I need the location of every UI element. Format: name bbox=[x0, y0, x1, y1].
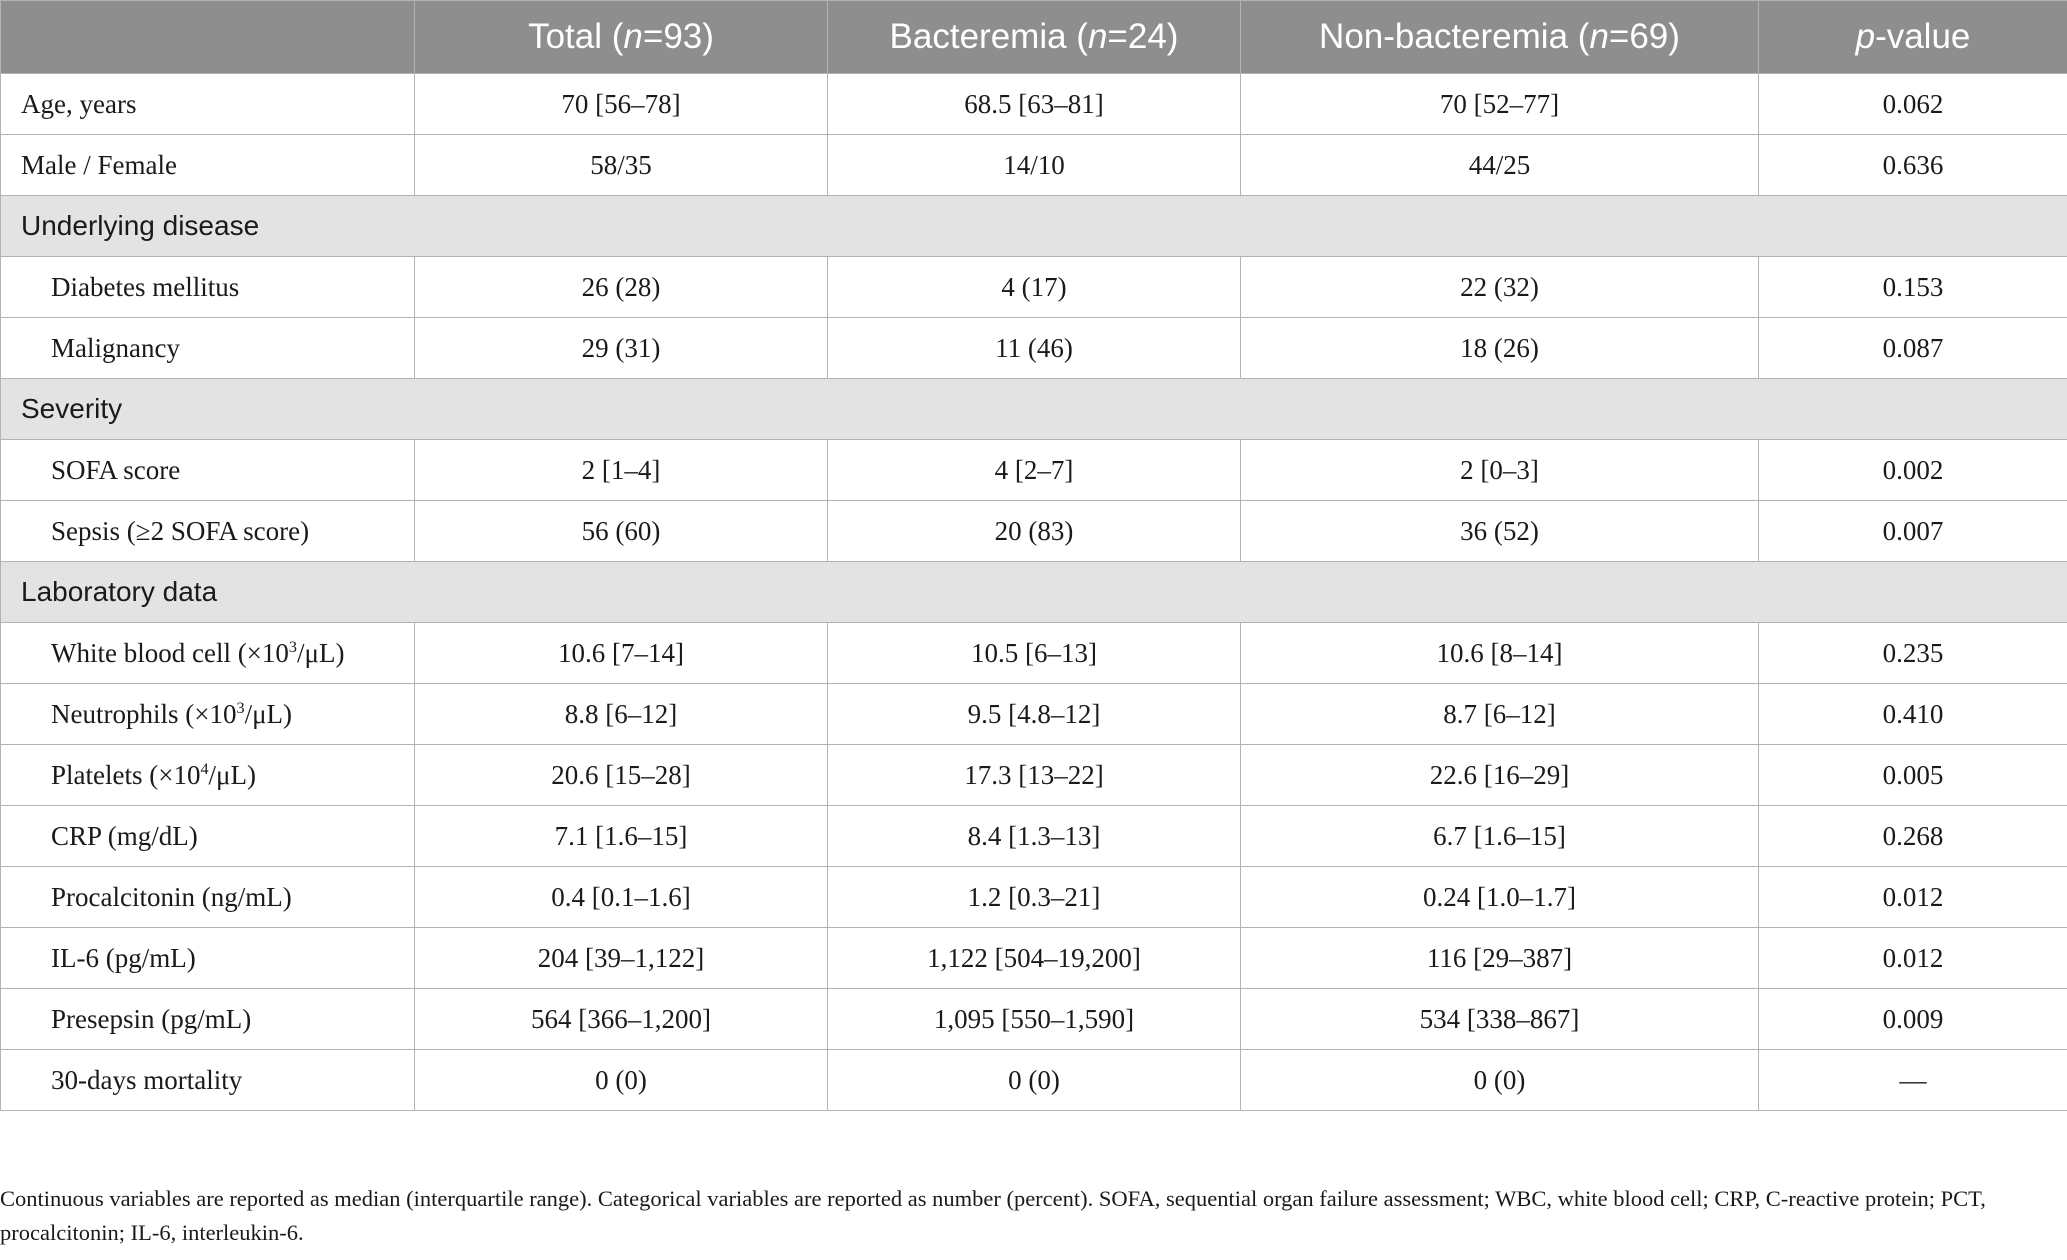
cell-p-value: 0.153 bbox=[1759, 257, 2067, 318]
row-label: SOFA score bbox=[1, 440, 415, 501]
cell-non-bacteremia: 534 [338–867] bbox=[1241, 989, 1759, 1050]
header-bacteremia-n: n bbox=[1087, 17, 1108, 56]
cell-total: 70 [56–78] bbox=[415, 74, 828, 135]
header-p: p bbox=[1855, 17, 1876, 56]
table-row bbox=[1, 867, 2067, 928]
row-label: CRP (mg/dL) bbox=[1, 806, 415, 867]
cell-non-bacteremia: 70 [52–77] bbox=[1241, 74, 1759, 135]
cell-bacteremia: 8.4 [1.3–13] bbox=[828, 806, 1241, 867]
cell-bacteremia: 1,095 [550–1,590] bbox=[828, 989, 1241, 1050]
table-row bbox=[1, 1050, 2067, 1111]
cell-p-value: 0.235 bbox=[1759, 623, 2067, 684]
cell-p-value: 0.012 bbox=[1759, 928, 2067, 989]
cell-bacteremia: 1,122 [504–19,200] bbox=[828, 928, 1241, 989]
label-text: White blood cell (×10 bbox=[51, 637, 289, 668]
header-non-bacteremia bbox=[1241, 1, 1759, 74]
row-label: Presepsin (pg/mL) bbox=[1, 989, 415, 1050]
table-footnote: Continuous variables are reported as median (interquartile range). Categorical variables are reported as number (percent). SOFA, sequential organ failure assessment; WBC, white blood cell; CRP, C-reactive protein; PCT, procalcitonin; IL-6, interleukin-6. bbox=[0, 1186, 1986, 1245]
cell-p-value: 0.009 bbox=[1759, 989, 2067, 1050]
cell-bacteremia: 20 (83) bbox=[828, 501, 1241, 562]
header-non-bacteremia-suffix: =69) bbox=[1608, 17, 1680, 56]
label-unit: /μL) bbox=[297, 637, 345, 668]
row-label: IL-6 (pg/mL) bbox=[1, 928, 415, 989]
header-non-bacteremia-prefix: Non-bacteremia ( bbox=[1319, 17, 1590, 56]
table-row bbox=[1, 684, 2067, 745]
cell-total: 0.4 [0.1–1.6] bbox=[415, 867, 828, 928]
cell-non-bacteremia: 6.7 [1.6–15] bbox=[1241, 806, 1759, 867]
row-label: 30-days mortality bbox=[1, 1050, 415, 1111]
cell-bacteremia: 14/10 bbox=[828, 135, 1241, 196]
cell-non-bacteremia: 44/25 bbox=[1241, 135, 1759, 196]
header-bacteremia-suffix: =24) bbox=[1107, 17, 1179, 56]
section-row-severity bbox=[1, 379, 2067, 440]
cell-total: 2 [1–4] bbox=[415, 440, 828, 501]
cell-non-bacteremia: 10.6 [8–14] bbox=[1241, 623, 1759, 684]
table-header-row bbox=[1, 1, 2067, 74]
cell-bacteremia: 4 (17) bbox=[828, 257, 1241, 318]
cell-p-value: — bbox=[1759, 1050, 2067, 1111]
row-label bbox=[1, 684, 415, 745]
cell-non-bacteremia: 0 (0) bbox=[1241, 1050, 1759, 1111]
section-title: Severity bbox=[1, 379, 2067, 440]
label-superscript: 3 bbox=[236, 698, 245, 717]
section-row-laboratory-data bbox=[1, 562, 2067, 623]
cell-p-value: 0.005 bbox=[1759, 745, 2067, 806]
row-label bbox=[1, 623, 415, 684]
cell-total: 29 (31) bbox=[415, 318, 828, 379]
cell-total: 564 [366–1,200] bbox=[415, 989, 828, 1050]
section-title: Laboratory data bbox=[1, 562, 2067, 623]
row-label: Male / Female bbox=[1, 135, 415, 196]
cell-non-bacteremia: 2 [0–3] bbox=[1241, 440, 1759, 501]
header-total-suffix: =93) bbox=[642, 17, 714, 56]
cell-non-bacteremia: 8.7 [6–12] bbox=[1241, 684, 1759, 745]
cell-total: 204 [39–1,122] bbox=[415, 928, 828, 989]
table-row bbox=[1, 989, 2067, 1050]
cell-total: 26 (28) bbox=[415, 257, 828, 318]
table-row bbox=[1, 257, 2067, 318]
header-bacteremia-prefix: Bacteremia ( bbox=[889, 17, 1088, 56]
cell-total: 58/35 bbox=[415, 135, 828, 196]
label-text: Neutrophils (×10 bbox=[51, 698, 237, 729]
section-row-underlying-disease bbox=[1, 196, 2067, 257]
table-row bbox=[1, 440, 2067, 501]
label-unit: /μL) bbox=[244, 698, 293, 729]
row-label bbox=[1, 745, 415, 806]
cell-bacteremia: 1.2 [0.3–21] bbox=[828, 867, 1241, 928]
cell-non-bacteremia: 22.6 [16–29] bbox=[1241, 745, 1759, 806]
table-row bbox=[1, 928, 2067, 989]
header-total-prefix: Total ( bbox=[528, 17, 624, 56]
table-row bbox=[1, 501, 2067, 562]
cell-bacteremia: 68.5 [63–81] bbox=[828, 74, 1241, 135]
cell-bacteremia: 17.3 [13–22] bbox=[828, 745, 1241, 806]
cell-bacteremia: 10.5 [6–13] bbox=[828, 623, 1241, 684]
cell-non-bacteremia: 36 (52) bbox=[1241, 501, 1759, 562]
cell-p-value: 0.062 bbox=[1759, 74, 2067, 135]
header-bacteremia bbox=[828, 1, 1241, 74]
row-label: Diabetes mellitus bbox=[1, 257, 415, 318]
table-row bbox=[1, 806, 2067, 867]
cell-non-bacteremia: 116 [29–387] bbox=[1241, 928, 1759, 989]
table-row bbox=[1, 745, 2067, 806]
row-label: Malignancy bbox=[1, 318, 415, 379]
label-unit: /μL) bbox=[208, 759, 257, 790]
cell-p-value: 0.002 bbox=[1759, 440, 2067, 501]
table-row bbox=[1, 318, 2067, 379]
header-p-value bbox=[1759, 1, 2067, 74]
cell-p-value: 0.012 bbox=[1759, 867, 2067, 928]
cell-non-bacteremia: 0.24 [1.0–1.7] bbox=[1241, 867, 1759, 928]
table-row bbox=[1, 135, 2067, 196]
header-p-suffix: -value bbox=[1875, 17, 1971, 56]
cell-non-bacteremia: 22 (32) bbox=[1241, 257, 1759, 318]
cell-non-bacteremia: 18 (26) bbox=[1241, 318, 1759, 379]
cell-p-value: 0.636 bbox=[1759, 135, 2067, 196]
table-row bbox=[1, 74, 2067, 135]
cell-p-value: 0.087 bbox=[1759, 318, 2067, 379]
cell-p-value: 0.007 bbox=[1759, 501, 2067, 562]
cell-bacteremia: 9.5 [4.8–12] bbox=[828, 684, 1241, 745]
label-superscript: 3 bbox=[288, 637, 298, 656]
table-row bbox=[1, 623, 2067, 684]
header-total-n: n bbox=[623, 17, 643, 56]
label-text: Platelets (×10 bbox=[51, 759, 201, 790]
cell-bacteremia: 0 (0) bbox=[828, 1050, 1241, 1111]
cell-total: 56 (60) bbox=[415, 501, 828, 562]
header-variable bbox=[1, 1, 415, 74]
cell-bacteremia: 4 [2–7] bbox=[828, 440, 1241, 501]
cell-total: 8.8 [6–12] bbox=[415, 684, 828, 745]
header-total bbox=[415, 1, 828, 74]
cell-p-value: 0.410 bbox=[1759, 684, 2067, 745]
cell-total: 7.1 [1.6–15] bbox=[415, 806, 828, 867]
cell-total: 20.6 [15–28] bbox=[415, 745, 828, 806]
row-label: Procalcitonin (ng/mL) bbox=[1, 867, 415, 928]
cell-total: 10.6 [7–14] bbox=[415, 623, 828, 684]
cell-bacteremia: 11 (46) bbox=[828, 318, 1241, 379]
section-title: Underlying disease bbox=[1, 196, 2067, 257]
cell-total: 0 (0) bbox=[415, 1050, 828, 1111]
cell-p-value: 0.268 bbox=[1759, 806, 2067, 867]
row-label: Age, years bbox=[1, 74, 415, 135]
header-non-bacteremia-n: n bbox=[1589, 17, 1609, 56]
row-label: Sepsis (≥2 SOFA score) bbox=[1, 501, 415, 562]
label-superscript: 4 bbox=[200, 759, 209, 778]
